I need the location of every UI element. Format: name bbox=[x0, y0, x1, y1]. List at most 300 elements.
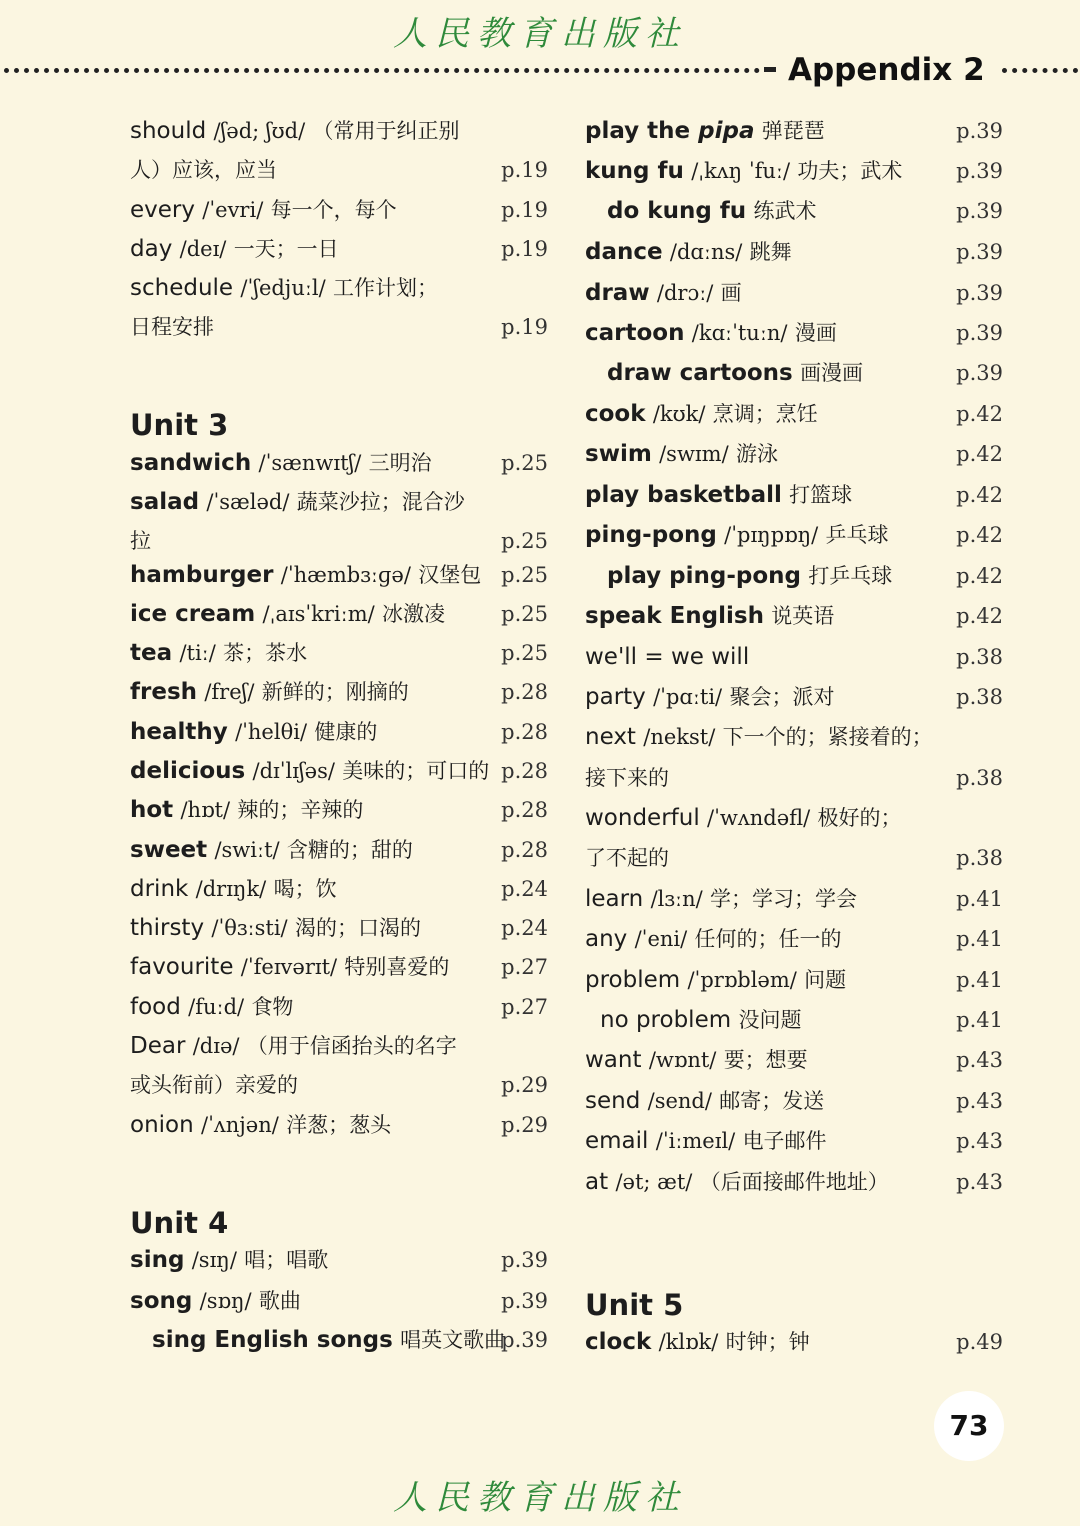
vocab-word: clock bbox=[585, 1329, 652, 1355]
vocab-entry bbox=[585, 394, 1003, 434]
publisher-logo-top: 人民教育出版社 bbox=[393, 14, 687, 54]
vocab-phonetic: /swɪm/ bbox=[659, 442, 729, 466]
vocab-entry-text bbox=[585, 239, 792, 265]
vocab-page-ref: p.39 bbox=[501, 1328, 548, 1352]
vocab-meaning: 含糖的；甜的 bbox=[286, 838, 413, 862]
vocab-meaning: 功夫；武术 bbox=[797, 159, 903, 183]
vocab-entry-text bbox=[130, 758, 489, 784]
vocab-page-ref: p.19 bbox=[501, 198, 548, 222]
vocab-entry-text bbox=[600, 1007, 801, 1033]
vocab-entry-text bbox=[130, 157, 277, 183]
publisher-logo-bottom: 人民教育出版社 bbox=[393, 1478, 687, 1518]
vocab-word: any bbox=[585, 926, 628, 952]
vocab-entry bbox=[130, 443, 548, 483]
vocab-page-ref: p.49 bbox=[956, 1330, 1003, 1354]
vocab-entry-text bbox=[607, 563, 892, 589]
vocab-entry-text bbox=[585, 1047, 808, 1073]
vocab-page-ref: p.27 bbox=[501, 995, 548, 1019]
vocab-entry bbox=[585, 232, 1003, 272]
vocab-phonetic: /ˈsænwɪtʃ/ bbox=[258, 451, 362, 475]
vocab-phonetic: /ˈevri/ bbox=[202, 198, 264, 222]
vocab-meaning: 美味的；可口的 bbox=[342, 759, 490, 783]
vocab-word: favourite bbox=[130, 954, 234, 980]
vocab-entry bbox=[130, 190, 548, 230]
vocab-page-ref: p.24 bbox=[501, 877, 548, 901]
vocab-entry-text bbox=[585, 280, 742, 306]
vocab-page-ref: p.25 bbox=[501, 451, 548, 475]
vocab-word: food bbox=[130, 994, 181, 1020]
vocab-meaning: 聚会；派对 bbox=[729, 685, 835, 709]
vocab-page-ref: p.38 bbox=[956, 645, 1003, 669]
vocab-entry-text bbox=[585, 845, 669, 871]
vocab-page-ref: p.19 bbox=[501, 315, 548, 339]
vocab-word: we'll = we will bbox=[585, 644, 750, 670]
vocab-meaning: 唱；唱歌 bbox=[244, 1248, 329, 1272]
vocab-phonetic: /ˈwʌndəfl/ bbox=[707, 806, 811, 830]
vocab-meaning: 漫画 bbox=[794, 321, 837, 345]
vocab-page-ref: p.39 bbox=[956, 281, 1003, 305]
vocab-phonetic: /ˈhæmbɜːɡə/ bbox=[280, 563, 411, 587]
vocab-meaning: 邮寄；发送 bbox=[719, 1089, 825, 1113]
vocab-word: healthy bbox=[130, 719, 228, 745]
vocab-entry bbox=[585, 1040, 1003, 1080]
vocab-phonetic: /drɔː/ bbox=[656, 281, 714, 305]
vocab-word: hot bbox=[130, 797, 174, 823]
vocab-word: onion bbox=[130, 1112, 194, 1138]
vocab-entry bbox=[585, 960, 1003, 1000]
vocab-word: every bbox=[130, 197, 195, 223]
vocab-phonetic: /ˈθɜːsti/ bbox=[211, 916, 288, 940]
vocab-entry-text bbox=[585, 522, 889, 548]
vocab-entry-text bbox=[130, 314, 214, 340]
vocab-page-ref: p.42 bbox=[956, 604, 1003, 628]
vocab-phonetic: /ʃəd; ʃʊd/ bbox=[213, 119, 306, 143]
vocab-meaning: 新鲜的；刚摘的 bbox=[261, 680, 409, 704]
vocab-word: play the pipa bbox=[585, 118, 755, 144]
vocab-page-ref: p.43 bbox=[956, 1048, 1003, 1072]
vocab-phonetic: /ˈeni/ bbox=[634, 927, 688, 951]
vocab-entry bbox=[585, 596, 1003, 636]
vocab-meaning: 渴的；口渴的 bbox=[294, 916, 421, 940]
vocab-meaning: 打乒乓球 bbox=[808, 564, 893, 588]
vocab-entry bbox=[130, 908, 548, 948]
vocab-meaning: （用于信函抬头的名字 bbox=[246, 1034, 457, 1058]
vocab-meaning: 要；想要 bbox=[723, 1048, 808, 1072]
vocab-meaning: 游泳 bbox=[735, 442, 778, 466]
vocab-phonetic: /swiːt/ bbox=[214, 838, 280, 862]
vocab-entry bbox=[130, 987, 548, 1027]
vocab-word: wonderful bbox=[585, 805, 700, 831]
vocab-entry bbox=[585, 151, 1003, 191]
vocab-meaning: 画漫画 bbox=[800, 361, 864, 385]
vocab-entry-text bbox=[607, 360, 863, 386]
vocab-phonetic: /ˈʌnjən/ bbox=[201, 1113, 279, 1137]
vocab-phonetic: /ˌaɪsˈkriːm/ bbox=[262, 602, 375, 626]
vocab-word: sandwich bbox=[130, 450, 252, 476]
vocab-entry bbox=[585, 556, 1003, 596]
vocab-entry-text bbox=[585, 1128, 827, 1154]
vocab-entry bbox=[130, 751, 548, 791]
vocab-word: problem bbox=[585, 967, 681, 993]
vocab-entry-text bbox=[585, 482, 852, 508]
vocab-word: schedule bbox=[130, 275, 234, 301]
vocab-phonetic: /fuːd/ bbox=[188, 995, 245, 1019]
vocab-entry bbox=[585, 111, 1003, 151]
vocab-word: draw cartoons bbox=[607, 360, 793, 386]
vocab-entry bbox=[585, 1081, 1003, 1121]
vocab-page-ref: p.39 bbox=[501, 1248, 548, 1272]
vocab-entry bbox=[585, 434, 1003, 474]
vocab-entry-text bbox=[585, 684, 834, 710]
vocab-meaning: 唱英文歌曲 bbox=[400, 1328, 506, 1352]
vocab-page-ref: p.39 bbox=[956, 361, 1003, 385]
vocab-meaning: 每一个，每个 bbox=[270, 198, 397, 222]
vocab-page-ref: p.38 bbox=[956, 846, 1003, 870]
vocab-entry-text bbox=[130, 876, 337, 902]
vocab-page-ref: p.27 bbox=[501, 955, 548, 979]
vocab-meaning: （后面接邮件地址） bbox=[699, 1170, 889, 1194]
vocab-phonetic: /ˌkʌŋ ˈfuː/ bbox=[691, 159, 791, 183]
vocab-page-ref: p.42 bbox=[956, 442, 1003, 466]
vocab-entry bbox=[130, 1065, 548, 1105]
vocab-page-ref: p.39 bbox=[956, 199, 1003, 223]
vocab-entry bbox=[585, 717, 1003, 757]
vocab-meaning: 说英语 bbox=[771, 604, 835, 628]
vocab-entry-text bbox=[130, 197, 397, 223]
vocab-page-ref: p.39 bbox=[956, 119, 1003, 143]
vocab-entry bbox=[130, 830, 548, 870]
vocab-entry bbox=[585, 1322, 1003, 1362]
vocab-meaning: 打篮球 bbox=[789, 483, 853, 507]
vocab-entry-text bbox=[130, 118, 459, 144]
vocab-entry bbox=[585, 879, 1003, 919]
vocab-meaning: 工作计划； bbox=[333, 276, 439, 300]
vocab-meaning: 烹调；烹饪 bbox=[712, 402, 818, 426]
vocab-page-ref: p.39 bbox=[956, 240, 1003, 264]
vocab-entry bbox=[130, 1240, 548, 1280]
vocab-phonetic: /ˈsæləd/ bbox=[206, 490, 290, 514]
vocab-entry bbox=[585, 919, 1003, 959]
vocab-entry bbox=[130, 672, 548, 712]
vocab-meaning: 画 bbox=[720, 281, 742, 305]
vocab-entry bbox=[130, 482, 548, 522]
vocab-meaning: 拉 bbox=[130, 529, 151, 553]
vocab-meaning: （常用于纠正别 bbox=[312, 119, 460, 143]
vocab-entry-text bbox=[585, 320, 837, 346]
vocab-entry-text bbox=[585, 805, 902, 831]
vocab-page-ref: p.43 bbox=[956, 1170, 1003, 1194]
vocab-entry bbox=[130, 1105, 548, 1145]
vocab-entry bbox=[130, 594, 548, 634]
vocab-entry-text bbox=[130, 489, 465, 515]
vocab-page-ref: p.24 bbox=[501, 916, 548, 940]
vocab-meaning: 学；学习；学会 bbox=[710, 887, 858, 911]
vocab-phonetic: /dɪə/ bbox=[192, 1034, 240, 1058]
vocab-word: no problem bbox=[600, 1007, 732, 1033]
vocab-phonetic: /klɒk/ bbox=[658, 1330, 719, 1354]
vocab-page-ref: p.19 bbox=[501, 237, 548, 261]
vocab-phonetic: /ˈpɪŋpɒŋ/ bbox=[724, 523, 819, 547]
vocab-word: Dear bbox=[130, 1033, 186, 1059]
vocab-phonetic: /dɑːns/ bbox=[669, 240, 743, 264]
vocab-page-ref: p.28 bbox=[501, 798, 548, 822]
vocab-entry-text bbox=[585, 1169, 889, 1195]
vocab-meaning: 辣的；辛辣的 bbox=[237, 798, 364, 822]
vocab-phonetic: /ˈfeɪvərɪt/ bbox=[240, 955, 338, 979]
vocab-entry bbox=[130, 268, 548, 308]
vocab-word: at bbox=[585, 1169, 609, 1195]
vocab-entry bbox=[585, 515, 1003, 555]
vocab-entry bbox=[130, 947, 548, 987]
vocab-phonetic: /kʊk/ bbox=[652, 402, 706, 426]
vocab-phonetic: /nekst/ bbox=[643, 725, 716, 749]
vocab-word: kung fu bbox=[585, 158, 684, 184]
vocab-entry-text bbox=[585, 644, 749, 670]
vocab-entry bbox=[130, 307, 548, 347]
vocab-entry-text bbox=[585, 1088, 824, 1114]
vocab-entry-text bbox=[130, 640, 307, 666]
vocab-page-ref: p.28 bbox=[501, 838, 548, 862]
vocab-word: sing English songs bbox=[152, 1327, 393, 1353]
vocab-meaning: 一天；一日 bbox=[233, 237, 339, 261]
vocab-entry-text bbox=[130, 1247, 328, 1273]
vocab-entry bbox=[585, 475, 1003, 515]
vocab-word: hamburger bbox=[130, 562, 274, 588]
vocab-phonetic: /tiː/ bbox=[179, 641, 216, 665]
vocab-word: should bbox=[130, 118, 207, 144]
vocab-entry bbox=[130, 229, 548, 269]
vocab-word: tea bbox=[130, 640, 173, 666]
vocab-phonetic: /send/ bbox=[647, 1089, 712, 1113]
vocab-page-ref: p.19 bbox=[501, 158, 548, 182]
vocab-word: song bbox=[130, 1288, 193, 1314]
appendix-title: Appendix 2 bbox=[788, 52, 985, 88]
vocab-meaning: 茶；茶水 bbox=[223, 641, 308, 665]
vocab-word: do kung fu bbox=[607, 198, 747, 224]
vocab-entry bbox=[585, 637, 1003, 677]
vocab-entry bbox=[585, 1000, 1003, 1040]
vocab-meaning: 人）应该，应当 bbox=[130, 158, 277, 182]
vocab-meaning: 了不起的 bbox=[585, 846, 669, 870]
vocab-word: party bbox=[585, 684, 646, 710]
vocab-entry-text bbox=[130, 797, 363, 823]
vocab-word: play basketball bbox=[585, 482, 782, 508]
vocab-entry bbox=[585, 798, 1003, 838]
vocab-meaning: 跳舞 bbox=[749, 240, 792, 264]
vocab-phonetic: /ˈʃedjuːl/ bbox=[240, 276, 326, 300]
vocab-entry bbox=[130, 869, 548, 909]
vocab-entry-text bbox=[585, 967, 846, 993]
vocab-word: sing bbox=[130, 1247, 185, 1273]
vocab-page-ref: p.38 bbox=[956, 685, 1003, 709]
vocab-entry-text bbox=[130, 1033, 457, 1059]
vocab-page-ref: p.42 bbox=[956, 523, 1003, 547]
vocab-word: thirsty bbox=[130, 915, 205, 941]
vocab-word: day bbox=[130, 236, 173, 262]
vocab-entry-text bbox=[585, 1329, 810, 1355]
vocab-word: sweet bbox=[130, 837, 208, 863]
vocab-entry-text bbox=[585, 158, 902, 184]
vocab-entry bbox=[585, 1162, 1003, 1202]
vocab-entry-text bbox=[585, 118, 825, 144]
appendix-header bbox=[0, 52, 1080, 92]
vocab-page-ref: p.43 bbox=[956, 1129, 1003, 1153]
vocab-meaning: 洋葱；葱头 bbox=[286, 1113, 392, 1137]
vocab-entry bbox=[130, 712, 548, 752]
vocab-entry bbox=[585, 313, 1003, 353]
vocab-entry-text bbox=[130, 450, 432, 476]
vocab-page-ref: p.39 bbox=[956, 159, 1003, 183]
vocab-word: cook bbox=[585, 401, 646, 427]
vocab-phonetic: /sɒŋ/ bbox=[199, 1289, 252, 1313]
vocab-entry bbox=[130, 1281, 548, 1321]
vocab-entry-text bbox=[130, 601, 445, 627]
vocab-entry-text bbox=[130, 915, 421, 941]
vocab-page-ref: p.41 bbox=[956, 887, 1003, 911]
vocab-meaning: 练武术 bbox=[753, 199, 817, 223]
vocab-phonetic: /deɪ/ bbox=[179, 237, 227, 261]
vocab-page-ref: p.41 bbox=[956, 968, 1003, 992]
vocab-meaning: 电子邮件 bbox=[742, 1129, 827, 1153]
vocab-meaning: 下一个的；紧接着的； bbox=[722, 725, 933, 749]
vocab-entry-text bbox=[130, 679, 409, 705]
vocab-entry bbox=[585, 1121, 1003, 1161]
vocab-page-ref: p.29 bbox=[501, 1113, 548, 1137]
vocab-meaning: 冰激凌 bbox=[382, 602, 445, 626]
vocab-phonetic: /ˈiːmeɪl/ bbox=[655, 1129, 736, 1153]
vocab-entry bbox=[130, 111, 548, 151]
vocab-meaning: 喝；饮 bbox=[273, 877, 337, 901]
vocab-page-ref: p.41 bbox=[956, 927, 1003, 951]
vocab-word: play ping-pong bbox=[607, 563, 801, 589]
vocab-meaning: 接下来的 bbox=[585, 766, 669, 790]
vocab-entry bbox=[130, 555, 548, 595]
vocab-word: delicious bbox=[130, 758, 246, 784]
header-dotted-rule-left bbox=[4, 68, 760, 73]
vocab-word: dance bbox=[585, 239, 663, 265]
vocab-meaning: 歌曲 bbox=[258, 1289, 301, 1313]
vocab-meaning: 日程安排 bbox=[130, 315, 214, 339]
vocab-page-ref: p.25 bbox=[501, 529, 548, 553]
vocab-page-ref: p.42 bbox=[956, 402, 1003, 426]
vocab-meaning: 时钟；钟 bbox=[725, 1330, 810, 1354]
vocab-entry bbox=[585, 353, 1003, 393]
vocab-entry-text bbox=[130, 1112, 391, 1138]
vocab-entry-text bbox=[585, 926, 842, 952]
vocab-word: ping-pong bbox=[585, 522, 717, 548]
vocab-word: draw bbox=[585, 280, 650, 306]
vocab-meaning: 特别喜爱的 bbox=[344, 955, 450, 979]
vocab-entry-text bbox=[585, 886, 857, 912]
vocab-entry bbox=[130, 790, 548, 830]
vocab-meaning: 健康的 bbox=[314, 720, 378, 744]
vocab-page-ref: p.25 bbox=[501, 563, 548, 587]
vocab-entry bbox=[585, 191, 1003, 231]
vocab-phonetic: /lɜːn/ bbox=[650, 887, 703, 911]
vocab-entry-text bbox=[152, 1327, 505, 1353]
vocab-entry-text bbox=[585, 441, 778, 467]
vocab-meaning: 任何的；任一的 bbox=[694, 927, 842, 951]
vocab-entry bbox=[585, 273, 1003, 313]
vocab-phonetic: /ˈhelθi/ bbox=[235, 720, 308, 744]
vocab-entry-text bbox=[130, 562, 481, 588]
vocab-phonetic: /hɒt/ bbox=[180, 798, 231, 822]
vocab-entry bbox=[130, 150, 548, 190]
vocab-entry-text bbox=[130, 275, 438, 301]
vocab-word: ice cream bbox=[130, 601, 256, 627]
vocab-page-ref: p.38 bbox=[956, 766, 1003, 790]
vocab-phonetic: /kɑːˈtuːn/ bbox=[691, 321, 788, 345]
unit-heading: Unit 3 bbox=[130, 408, 229, 442]
vocab-word: swim bbox=[585, 441, 652, 467]
vocab-phonetic: /wɒnt/ bbox=[648, 1048, 717, 1072]
vocab-page-ref: p.42 bbox=[956, 483, 1003, 507]
unit-heading: Unit 4 bbox=[130, 1206, 229, 1240]
vocab-entry-text bbox=[585, 724, 933, 750]
vocab-word: want bbox=[585, 1047, 642, 1073]
vocab-phonetic: /drɪŋk/ bbox=[195, 877, 267, 901]
vocab-entry-text bbox=[585, 765, 669, 791]
vocab-entry bbox=[585, 677, 1003, 717]
vocab-word: next bbox=[585, 724, 636, 750]
vocab-page-ref: p.28 bbox=[501, 720, 548, 744]
vocab-entry-text bbox=[130, 719, 377, 745]
header-dotted-rule-right bbox=[1002, 68, 1078, 73]
vocab-phonetic: /ˈpɑːti/ bbox=[653, 685, 723, 709]
vocab-entry-text bbox=[130, 837, 413, 863]
vocab-page-ref: p.39 bbox=[501, 1289, 548, 1313]
vocab-meaning: 三明治 bbox=[368, 451, 432, 475]
vocab-entry-text bbox=[130, 994, 293, 1020]
vocab-entry bbox=[130, 1026, 548, 1066]
vocab-word: salad bbox=[130, 489, 200, 515]
vocab-page-ref: p.25 bbox=[501, 602, 548, 626]
vocab-word: send bbox=[585, 1088, 641, 1114]
vocab-meaning: 问题 bbox=[804, 968, 847, 992]
vocab-meaning: 乒乓球 bbox=[825, 523, 889, 547]
vocab-entry bbox=[130, 633, 548, 673]
vocab-page-ref: p.42 bbox=[956, 564, 1003, 588]
vocab-meaning: 食物 bbox=[251, 995, 294, 1019]
vocab-meaning: 蔬菜沙拉；混合沙 bbox=[296, 490, 465, 514]
vocab-entry-text bbox=[585, 401, 818, 427]
vocab-meaning: 弹琵琶 bbox=[761, 119, 825, 143]
vocab-entry bbox=[585, 838, 1003, 878]
vocab-meaning: 没问题 bbox=[738, 1008, 802, 1032]
vocab-word: fresh bbox=[130, 679, 198, 705]
vocab-phonetic: /ˈprɒbləm/ bbox=[687, 968, 797, 992]
vocab-word: drink bbox=[130, 876, 189, 902]
vocab-entry bbox=[585, 758, 1003, 798]
vocab-entry-text bbox=[130, 1288, 301, 1314]
vocab-page-ref: p.43 bbox=[956, 1089, 1003, 1113]
vocab-phonetic: /ət; æt/ bbox=[615, 1170, 693, 1194]
vocab-page-ref: p.41 bbox=[956, 1008, 1003, 1032]
vocab-word: email bbox=[585, 1128, 649, 1154]
vocab-entry-text bbox=[585, 603, 834, 629]
vocab-word: cartoon bbox=[585, 320, 685, 346]
vocab-phonetic: /sɪŋ/ bbox=[191, 1248, 237, 1272]
vocab-meaning: 极好的； bbox=[817, 806, 902, 830]
vocab-page-ref: p.25 bbox=[501, 641, 548, 665]
vocab-word: speak English bbox=[585, 603, 764, 629]
vocab-page-ref: p.39 bbox=[956, 321, 1003, 345]
vocab-phonetic: /freʃ/ bbox=[204, 680, 255, 704]
page-number: 73 bbox=[934, 1391, 1004, 1461]
vocab-word: learn bbox=[585, 886, 644, 912]
header-dash bbox=[764, 67, 776, 72]
vocab-meaning: 或头衔前）亲爱的 bbox=[130, 1073, 298, 1097]
